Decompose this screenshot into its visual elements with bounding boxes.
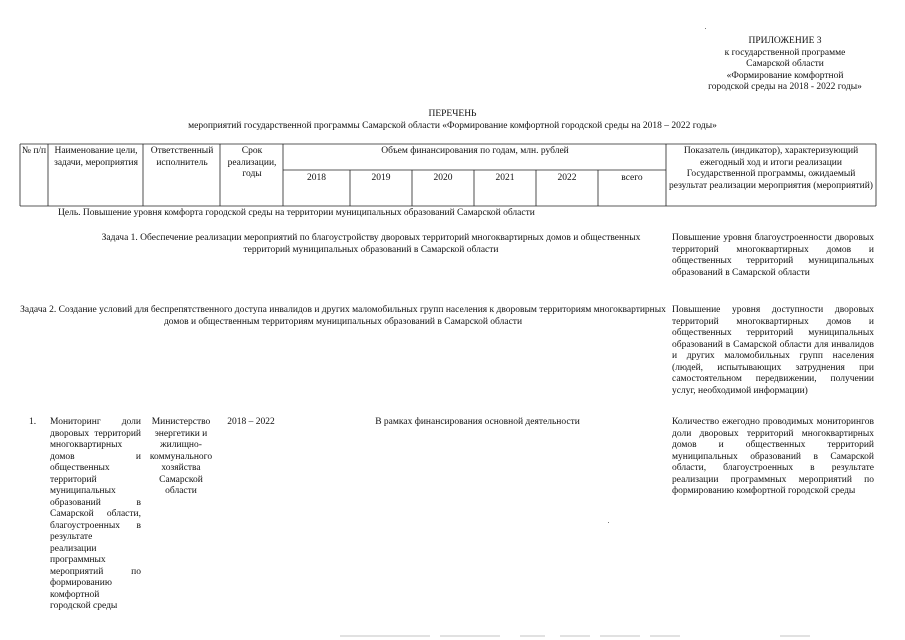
- row-1-name: Мониторинг доли дворовых территорий многоквартирных домов и общественных территорий муниципальных образований в Самарской области, благоустроенных в результате реализации программных мероприятий по формированию комфортной городской среды: [50, 417, 141, 611]
- header-num: № п/п: [21, 146, 47, 156]
- row-number: 1.: [29, 417, 37, 427]
- document-subtitle: мероприятий государственной программы Самарской области «Формирование комфортной городской среды на 2018 – 2022 годы»: [188, 121, 717, 131]
- scan-speck: [705, 28, 706, 29]
- header-year: 2020: [433, 173, 453, 183]
- goal-text: Цель. Повышение уровня комфорта городской среды на территории муниципальных образований Самарской области: [58, 208, 535, 218]
- appendix-line: к государственной программе: [724, 47, 846, 58]
- header-responsible: Ответственный исполнитель: [150, 146, 214, 168]
- row-1-period: 2018 – 2022: [227, 417, 275, 427]
- header-year: 2022: [557, 173, 577, 183]
- header-name: Наименование цели, задачи, мероприятия: [54, 146, 138, 168]
- header-year: 2018: [307, 173, 326, 183]
- appendix-title: ПРИЛОЖЕНИЕ 3: [748, 36, 822, 46]
- task-1-indicator: Повышение уровня благоустроенности дворовых территорий многоквартирных домов и общественных территорий муниципальных образований в Самарской области: [672, 233, 874, 278]
- header-funding: Объем финансирования по годам, млн. рублей: [381, 146, 569, 156]
- task-2-text: Задача 2. Создание условий для беспрепятственного доступа инвалидов и других маломобильных групп населения к дворовым территориям многоквартирных домов и общественным территориям муниципальных образований в Самарской области: [20, 305, 666, 327]
- appendix-line: «Формирование комфортной: [726, 70, 844, 81]
- header-year: 2019: [371, 173, 391, 183]
- row-1-funding: В рамках финансирования основной деятельности: [375, 417, 580, 427]
- document-title: ПЕРЕЧЕНЬ: [428, 109, 477, 119]
- task-2-indicator: Повышение уровня доступности дворовых территорий многоквартирных домов и общественных территорий муниципальных образований в Самарской области для инвалидов и других маломобильных групп населения (людей, испытывающих затруднения при самостоятельном передвижении, получении услуг, необходимой информации): [672, 305, 874, 396]
- task-1-text: Задача 1. Обеспечение реализации мероприятий по благоустройству дворовых территорий многоквартирных домов и общественных территорий муниципальных образований в Самарской области: [101, 233, 641, 255]
- header-period: Срок реализации, годы: [227, 146, 277, 179]
- header-total: всего: [621, 173, 643, 183]
- row-1-responsible: Министерство энергетики и жилищно-коммунального хозяйства Самарской области: [149, 417, 213, 496]
- appendix-line: городской среды на 2018 - 2022 годы»: [708, 82, 862, 92]
- appendix-block: [690, 36, 880, 94]
- header-year: 2021: [495, 173, 515, 183]
- appendix-line: Самарской области: [746, 59, 824, 69]
- row-1-indicator: Количество ежегодно проводимых мониторингов доли дворовых территорий многоквартирных домов и общественных территорий муниципальных образований в Самарской области, благоустроенных в результате реализации программных мероприятий по формированию комфортной городской среды: [672, 417, 874, 496]
- scan-speck: [608, 522, 609, 523]
- header-indicator: Показатель (индикатор), характеризующий ежегодный ход и итоги реализации Государственной программы, ожидаемый результат реализации мероприятия (мероприятий): [669, 146, 873, 191]
